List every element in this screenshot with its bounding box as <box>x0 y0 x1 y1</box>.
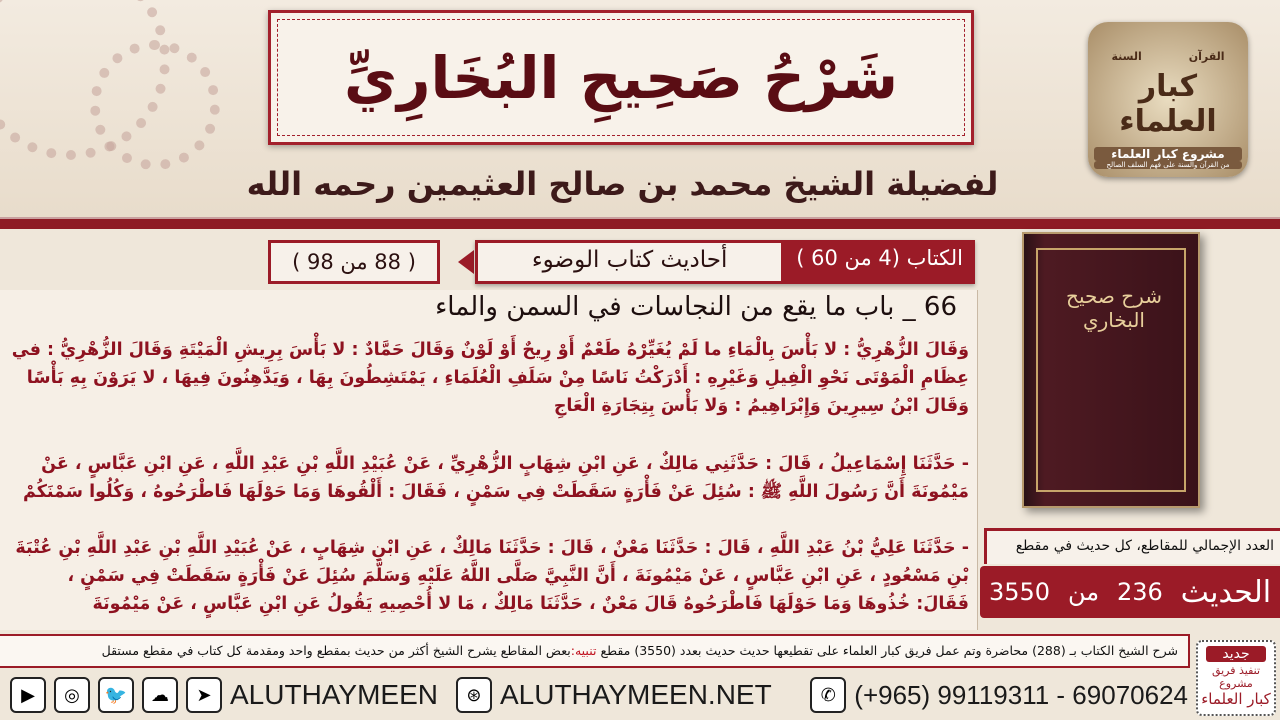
hadith-range: ( 88 من 98 ) <box>268 240 440 284</box>
sheikh-name: لفضيلة الشيخ محمد بن صالح العثيمين رحمه الله <box>246 165 999 203</box>
counter-prefix: الحديث <box>1180 574 1272 610</box>
new-badge <box>1196 640 1276 716</box>
counter-current: 236 <box>1116 578 1163 606</box>
header <box>0 0 1280 218</box>
footer <box>0 670 1194 720</box>
logo-project: مشروع كبار العلماء <box>1094 147 1242 161</box>
instagram-icon[interactable]: ◎ <box>54 677 90 713</box>
youtube-icon[interactable]: ▶ <box>10 677 46 713</box>
badge-text: كبار العلماء <box>1201 690 1271 708</box>
twitter-icon[interactable]: 🐦 <box>98 677 134 713</box>
arrow-icon <box>458 250 474 274</box>
social-handle[interactable]: ALUTHAYMEEN <box>230 679 438 710</box>
counter-label: العدد الإجمالي للمقاطع، كل حديث في مقطع <box>984 528 1280 564</box>
badge-new: جديد <box>1206 646 1266 662</box>
telegram-icon[interactable]: ➤ <box>186 677 222 713</box>
news-ticker <box>0 634 1190 668</box>
logo-text: القرآن <box>1188 50 1225 63</box>
title-box <box>268 10 974 145</box>
hadith-counter <box>980 566 1280 618</box>
counter-total: 3550 <box>988 578 1051 606</box>
paragraph: - حَدَّثَنَا إِسْمَاعِيلُ ، قَالَ : حَدَّثَنِي مَالِكٌ ، عَنِ ابْنِ شِهَابٍ الزُّهْرِيِّ ، عَنْ عُبَيْدِ اللَّهِ بْنِ عَبْدِ اللَّهِ ، عَنِ ابْنِ عَبَّاسٍ ، عَنْ مَيْمُونَةَ أَنَّ رَسُولَ اللَّهِ ﷺ : سُئِلَ عَنْ فَأْرَةٍ سَقَطَتْ فِي سَمْنٍ ، فَقَالَ : أَلْقُوهَا وَمَا حَوْلَهَا فَاطْرَحُوهُ ، وَكُلُوا سَمْنَكُمْ <box>23 454 969 502</box>
ticker-text: شرح الشيخ الكتاب بـ (288) محاضرة وتم عمل فريق كبار العلماء على تقطيعها حديث حديث بعدد (3550) مقطع <box>600 643 1178 658</box>
logo-text: السنة <box>1111 50 1142 63</box>
kibar-ulama-logo <box>1088 22 1248 177</box>
ticker-warning: تنبيه: <box>570 643 597 658</box>
chapter-title: 66 _ باب ما يقع من النجاسات في السمن والماء <box>435 292 957 322</box>
phone-number: (+965) 99119311 - 69070624 <box>854 679 1188 710</box>
page-title: شَرْحُ صَحِيحِ البُخَارِيِّ <box>343 43 899 112</box>
soundcloud-icon[interactable]: ☁ <box>142 677 178 713</box>
globe-icon: ⊛ <box>456 677 492 713</box>
book-cover-image <box>1022 232 1200 508</box>
badge-text: تنفيذ فريق مشروع <box>1211 664 1261 690</box>
phone-icon: ✆ <box>810 677 846 713</box>
book-label: الكتاب (4 من 60 ) <box>784 240 975 284</box>
paragraph: - حَدَّثَنَا عَلِيُّ بْنُ عَبْدِ اللَّهِ ، قَالَ : حَدَّثَنَا مَعْنٌ ، قَالَ : حَدَّثَنَا مَالِكٌ ، عَنِ ابْنِ شِهَابٍ ، عَنْ عُبَيْدِ اللَّهِ بْنِ عَبْدِ اللَّهِ بْنِ عُتْبَةَ بْنِ مَسْعُودٍ ، عَنِ ابْنِ عَبَّاسٍ ، عَنْ مَيْمُونَةَ ، أَنَّ النَّبِيَّ صَلَّى اللَّهُ عَلَيْهِ وَسَلَّمَ سُئِلَ عَنْ فَأْرَةٍ سَقَطَتْ فِي سَمْنٍ ، فَقَالَ: خُذُوهَا وَمَا حَوْلَهَا فَاطْرَحُوهُ قَالَ مَعْنٌ ، حَدَّثَنَا مَالِكٌ ، مَا لا أُحْصِيهِ يَقُولُ عَنِ ابْنِ عَبَّاسٍ ، عَنْ مَيْمُونَةَ <box>15 538 969 614</box>
ticker-text: بعض المقاطع يشرح الشيخ أكثر من حديث بمقطع واحد ومقدمة كل كتاب في مقطع مستقل <box>101 643 571 658</box>
book-cover-title: شرح صحيح البخاري <box>1066 284 1162 332</box>
paragraph: وَقَالَ الزُّهْرِيُّ : لا بَأْسَ بِالْمَاءِ ما لَمْ يُغَيِّرْهُ طَعْمٌ أَوْ رِيحٌ أَوْ لَوْنٌ وَقَالَ حَمَّادٌ : لا بَأْسَ بِرِيشِ الْمَيْتَةِ وَقَالَ الزُّهْرِيُّ : في عِظَامِ الْمَوْتَى نَحْوِ الْفِيلِ وَغَيْرِهِ : أَدْرَكْتُ نَاسًا مِنْ سَلَفِ الْعُلَمَاءِ ، يَمْتَشِطُونَ بِهَا ، وَيَدَّهِنُونَ فِيهَا ، لا يَرَوْنَ بِهِ بَأْسًا وَقَالَ ابْنُ سِيرِينَ وَإِبْرَاهِيمُ : وَلا بَأْسَ بِتِجَارَةِ الْعَاجِ <box>11 340 969 416</box>
logo-name: كبار العلماء <box>1119 69 1217 139</box>
decorative-ornament <box>90 40 220 170</box>
logo-tagline: من القرآن والسنة على فهم السلف الصالح <box>1094 161 1242 169</box>
book-name: أحاديث كتاب الوضوء <box>475 240 784 284</box>
hadith-text-panel <box>0 290 978 630</box>
counter-of: من <box>1067 578 1100 606</box>
website-link[interactable]: ALUTHAYMEEN.NET <box>499 679 772 710</box>
divider-band <box>0 217 1280 229</box>
book-bar <box>475 240 975 284</box>
